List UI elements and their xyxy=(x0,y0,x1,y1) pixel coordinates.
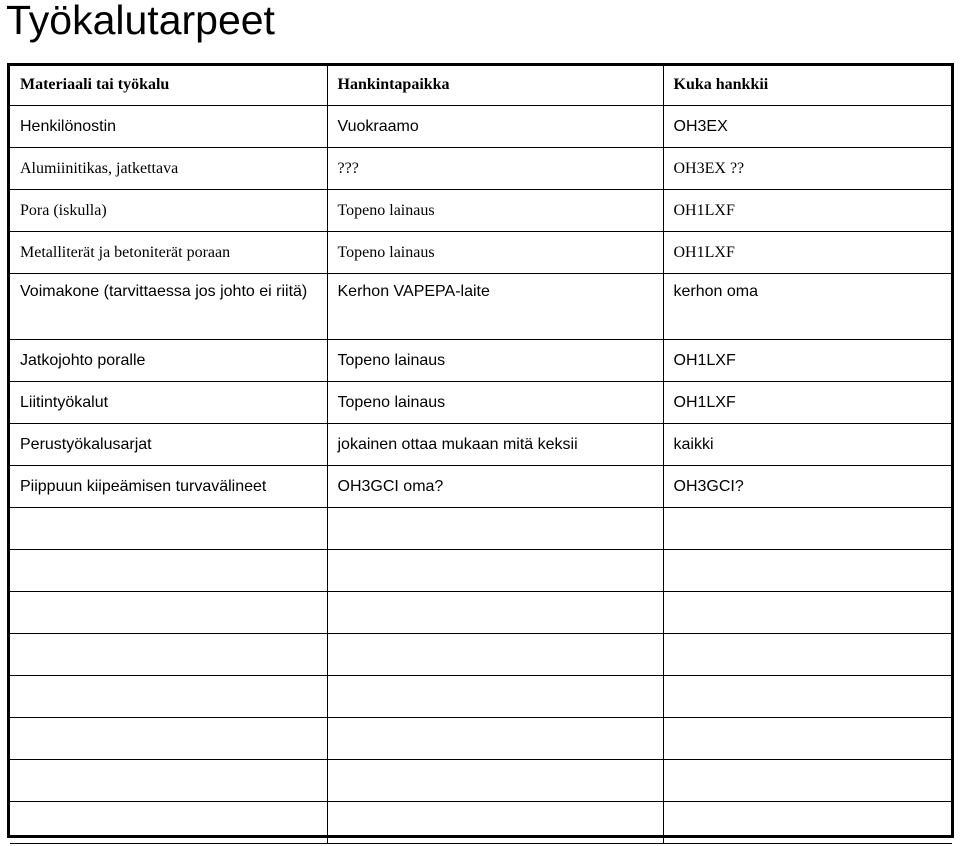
header-material: Materiaali tai työkalu xyxy=(10,64,327,106)
table-row xyxy=(10,382,952,424)
empty-cell xyxy=(327,592,663,634)
header-responsible: Kuka hankkii xyxy=(663,64,952,106)
cell-responsible: kerhon oma xyxy=(663,274,952,340)
cell-source: Topeno lainaus xyxy=(327,190,663,232)
cell-responsible: OH1LXF xyxy=(663,382,952,424)
cell-responsible: OH3EX xyxy=(663,106,952,148)
cell-material: Piippuun kiipeämisen turvavälineet xyxy=(10,466,327,508)
cell-responsible: OH1LXF xyxy=(663,190,952,232)
empty-cell xyxy=(10,508,327,550)
cell-source: jokainen ottaa mukaan mitä keksii xyxy=(327,424,663,466)
cell-responsible: OH3EX ?? xyxy=(663,148,952,190)
cell-source: Topeno lainaus xyxy=(327,382,663,424)
tool-needs-table xyxy=(10,64,952,844)
table-row xyxy=(10,232,952,274)
cell-source: Vuokraamo xyxy=(327,106,663,148)
cell-responsible: OH1LXF xyxy=(663,232,952,274)
empty-table-row xyxy=(10,592,952,634)
cell-source: ??? xyxy=(327,148,663,190)
empty-cell xyxy=(10,550,327,592)
empty-cell xyxy=(663,718,952,760)
empty-cell xyxy=(327,760,663,802)
cell-material: Jatkojohto poralle xyxy=(10,340,327,382)
cell-source: Kerhon VAPEPA-laite xyxy=(327,274,663,340)
header-source: Hankintapaikka xyxy=(327,64,663,106)
cell-material: Alumiinitikas, jatkettava xyxy=(10,148,327,190)
cell-responsible: kaikki xyxy=(663,424,952,466)
table-row xyxy=(10,148,952,190)
table-header-row xyxy=(10,64,952,106)
cell-responsible: OH3GCI? xyxy=(663,466,952,508)
table-row xyxy=(10,340,952,382)
empty-cell xyxy=(663,634,952,676)
empty-cell xyxy=(663,802,952,844)
table-row xyxy=(10,274,952,340)
empty-table-row xyxy=(10,634,952,676)
empty-cell xyxy=(10,760,327,802)
empty-cell xyxy=(663,676,952,718)
cell-source: Topeno lainaus xyxy=(327,340,663,382)
empty-table-row xyxy=(10,718,952,760)
cell-material: Perustyökalusarjat xyxy=(10,424,327,466)
empty-table-row xyxy=(10,676,952,718)
empty-table-row xyxy=(10,508,952,550)
cell-source: Topeno lainaus xyxy=(327,232,663,274)
empty-cell xyxy=(327,508,663,550)
table-row xyxy=(10,466,952,508)
empty-table-row xyxy=(10,802,952,844)
table-row xyxy=(10,424,952,466)
cell-responsible: OH1LXF xyxy=(663,340,952,382)
cell-material: Voimakone (tarvittaessa jos johto ei riitä) xyxy=(10,274,327,340)
cell-source: OH3GCI oma? xyxy=(327,466,663,508)
cell-material: Pora (iskulla) xyxy=(10,190,327,232)
empty-table-row xyxy=(10,760,952,802)
empty-cell xyxy=(327,802,663,844)
empty-cell xyxy=(663,760,952,802)
cell-material: Metalliterät ja betoniterät poraan xyxy=(10,232,327,274)
page-title: Työkalutarpeet xyxy=(6,0,275,43)
table-row xyxy=(10,190,952,232)
empty-cell xyxy=(10,634,327,676)
table-row xyxy=(10,106,952,148)
empty-cell xyxy=(327,550,663,592)
empty-cell xyxy=(327,634,663,676)
cell-material: Henkilönostin xyxy=(10,106,327,148)
cell-material: Liitintyökalut xyxy=(10,382,327,424)
empty-cell xyxy=(10,718,327,760)
empty-cell xyxy=(663,508,952,550)
empty-table-row xyxy=(10,550,952,592)
empty-cell xyxy=(327,718,663,760)
empty-cell xyxy=(663,592,952,634)
empty-cell xyxy=(10,802,327,844)
empty-cell xyxy=(663,550,952,592)
empty-cell xyxy=(327,676,663,718)
empty-cell xyxy=(10,592,327,634)
empty-cell xyxy=(10,676,327,718)
